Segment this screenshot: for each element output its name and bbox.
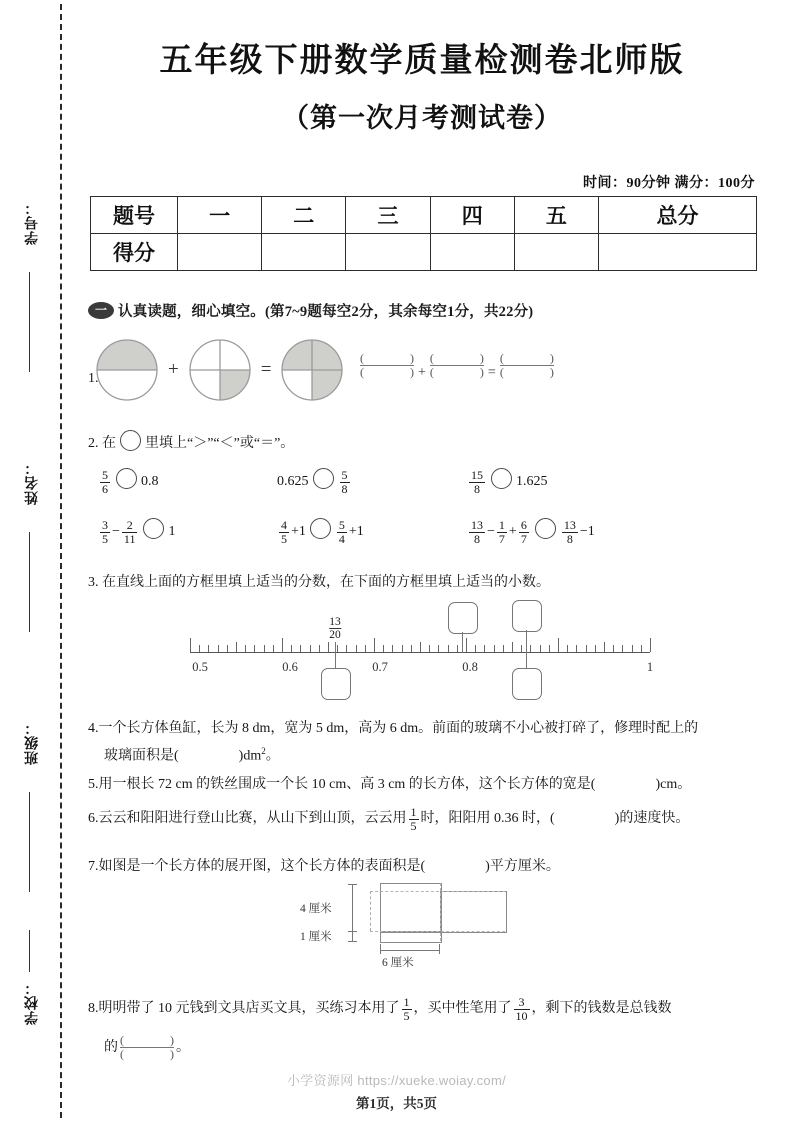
plus-one: +1: [291, 524, 306, 539]
score-cell-1[interactable]: [178, 234, 262, 271]
score-table: [90, 196, 757, 271]
score-cell-5[interactable]: [514, 234, 598, 271]
fraction: $\frac{1}{5}$: [403, 995, 410, 1023]
question-7-net-diagram: [300, 878, 550, 978]
plus-sign: +: [418, 365, 426, 380]
number-line-tick: [613, 645, 614, 652]
plus-sign: +: [168, 359, 179, 380]
number-line-tick: [245, 645, 246, 652]
score-table-col-3: 三: [346, 197, 430, 234]
number-line-tick: [328, 642, 329, 652]
number-line-tick: [484, 645, 485, 652]
score-table-col-4: 四: [430, 197, 514, 234]
question-2-row-2-item-1: [98, 518, 175, 545]
paren-open: (: [429, 351, 434, 365]
question-7: [88, 856, 560, 878]
section-heading-text: 认真读题，细心填空。(第7~9题每空2分，其余每空1分，共22分): [118, 304, 534, 320]
number-line-tick: [448, 645, 449, 652]
number-line-answer-box-above-1[interactable]: [448, 602, 478, 634]
plus-sign: +: [508, 524, 517, 539]
question-8-body-post: ，剩下的钱数是总钱数: [531, 1000, 672, 1016]
fraction: $\frac{15}{8}$: [471, 468, 483, 496]
question-5-number: 5.: [88, 777, 99, 792]
fraction: $\frac{1}{5}$: [410, 805, 417, 833]
number-line-tick: [254, 645, 255, 652]
question-2-number: 2.: [88, 436, 99, 451]
number-line-tick: [641, 645, 642, 652]
paren-open: (: [499, 351, 504, 365]
question-4-number: 4.: [88, 721, 99, 736]
question-2-row-2-item-2: [277, 518, 364, 545]
half-shaded-circle-icon: [95, 338, 159, 402]
decimal-value: 0.625: [277, 474, 309, 489]
question-1-answer-blanks[interactable]: [358, 352, 556, 381]
number-line-tick: [521, 645, 522, 652]
number-line-label-4: 1: [646, 660, 654, 674]
sidebar-rule-student-id: [29, 272, 30, 372]
number-line-tick: [429, 645, 430, 652]
paren-close: ): [410, 351, 414, 365]
number-line-tick: [356, 645, 357, 652]
number-line-answer-box-above-2[interactable]: [512, 600, 542, 632]
question-4-line-2: [104, 744, 280, 768]
question-8-line2-pre: 的: [104, 1040, 118, 1055]
number-line-tick: [540, 645, 541, 652]
fraction: $\frac{4}{5}$: [281, 518, 287, 546]
number-line-answer-box-below-1[interactable]: [321, 668, 351, 700]
number-line-fraction-label: $\frac{13}{20}$: [329, 616, 341, 641]
question-2-row-1-item-1: [98, 468, 159, 495]
question-3-number-line: [190, 598, 660, 710]
sidebar-item-label: 班级：: [23, 720, 39, 765]
score-table-col-1: 一: [178, 197, 262, 234]
number-line-tick: [604, 642, 605, 652]
dim-tick-left: [380, 944, 381, 954]
question-5-body-pre: 用一根长 72 cm 的铁丝围成一个长 10 cm、高 3 cm 的长方体，这个长方体的宽是(: [98, 777, 596, 792]
dim-tick-bottom: [348, 941, 357, 942]
question-8-number: 8.: [88, 1000, 99, 1016]
comparison-circle[interactable]: [143, 518, 164, 539]
sidebar-rule-name: [29, 532, 30, 632]
question-7-body-pre: 如图是一个长方体的展开图，这个长方体的表面积是(: [98, 859, 426, 874]
number-line-tick: [650, 638, 651, 652]
net-face-right: [440, 891, 507, 933]
page-title: 五年级下册数学质量检测卷北师版: [159, 43, 685, 79]
number-line-label-3: 0.8: [462, 660, 478, 674]
three-quarter-shaded-circle-icon: [280, 338, 344, 402]
number-line-tick: [300, 645, 301, 652]
net-label-height-main: 4 厘米: [300, 903, 332, 915]
question-8-line-2: [104, 1034, 190, 1060]
fraction: $\frac{13}{8}$: [471, 518, 483, 546]
number-line-axis: [190, 652, 650, 653]
question-4-line-1: [88, 718, 698, 740]
number-line-tick: [576, 645, 577, 652]
question-6-body-post: )的速度快。: [614, 810, 690, 826]
paren-open: (: [120, 1047, 124, 1061]
score-table-header-label: 题号: [91, 197, 178, 234]
question-1-diagram: [95, 338, 344, 410]
number-line-tick: [466, 638, 467, 652]
question-6: [88, 806, 689, 832]
net-fold-line-horizontal: [370, 891, 505, 892]
decimal-value: 1.625: [516, 474, 548, 489]
score-cell-2[interactable]: [262, 234, 346, 271]
dim-tick-top: [348, 884, 357, 885]
comparison-circle[interactable]: [116, 468, 137, 489]
paren-close: ): [410, 365, 414, 379]
number-line-tick: [622, 645, 623, 652]
score-cell-4[interactable]: [430, 234, 514, 271]
minus-sign: −: [112, 524, 120, 539]
question-7-number: 7.: [88, 859, 99, 874]
number-line-tick: [586, 645, 587, 652]
dim-guide-vertical: [352, 884, 353, 932]
answer-fraction-1[interactable]: [360, 352, 414, 378]
question-2-prompt-b: 里填上“＞”“＜”或“＝”。: [145, 436, 295, 451]
decimal-value: 0.8: [141, 474, 159, 489]
number-line-tick: [282, 638, 283, 652]
dim-guide-horizontal: [380, 950, 440, 951]
dim-guide-vertical-small: [352, 931, 353, 941]
question-8-body-mid: ，买中性笔用了: [413, 1000, 512, 1016]
sidebar-item-label: 学号：: [23, 200, 39, 245]
number-line-tick: [208, 645, 209, 652]
question-8-period: 。: [176, 1040, 190, 1055]
question-2-row-1-item-3: [467, 468, 548, 495]
net-face-bottom-strip: [380, 931, 442, 943]
fraction: $\frac{5}{6}$: [102, 468, 108, 496]
paren-open: (: [499, 365, 504, 379]
exam-meta-info: 时间：90分钟 满分：100分: [583, 176, 755, 191]
sidebar-dashed-divider: [60, 4, 62, 1118]
fraction: $\frac{3}{5}$: [102, 518, 108, 546]
dim-tick-right: [439, 944, 440, 954]
fraction: $\frac{2}{11}$: [123, 518, 136, 546]
number-line-tick: [512, 642, 513, 652]
question-2-row-2-item-3: [467, 518, 595, 545]
number-line-tick: [457, 645, 458, 652]
sidebar-rule-school: [29, 930, 30, 972]
number-line-tick: [567, 645, 568, 652]
number-line-tick: [374, 638, 375, 652]
question-3-text: [88, 572, 550, 594]
question-1-number: 1.: [88, 371, 99, 386]
question-4-blank-post: )dm: [238, 748, 262, 764]
score-cell-3[interactable]: [346, 234, 430, 271]
section-heading-one: [88, 300, 533, 321]
table-row: [91, 234, 757, 271]
paren-close: ): [479, 365, 484, 379]
number-line-tick: [420, 642, 421, 652]
number-line-tick: [365, 645, 366, 652]
net-label-width: 6 厘米: [382, 957, 414, 969]
number-line-label-0: 0.5: [192, 660, 208, 674]
paren-open: (: [429, 365, 434, 379]
fraction: $\frac{1}{7}$: [498, 518, 505, 546]
minus-sign: −: [487, 524, 495, 539]
number-line-tick: [273, 645, 274, 652]
comparison-circle[interactable]: [310, 518, 331, 539]
number-line-answer-box-below-2[interactable]: [512, 668, 542, 700]
fraction: $\frac{13}{8}$: [563, 518, 576, 546]
paren-close: ): [549, 365, 554, 379]
equals-sign: =: [487, 365, 496, 380]
number-line-tick: [632, 645, 633, 652]
value: 1: [168, 524, 176, 539]
number-line-label-1: 0.6: [282, 660, 298, 674]
number-line-tick: [494, 645, 495, 652]
question-2-prompt: [88, 430, 294, 455]
fraction: $\frac{5}{8}$: [341, 468, 348, 496]
number-line-tick: [218, 645, 219, 652]
question-5-body-post: )cm。: [655, 777, 692, 792]
minus-one: −1: [579, 524, 595, 539]
fraction: $\frac{6}{7}$: [520, 518, 527, 546]
number-line-tick: [558, 638, 559, 652]
plus-one: +1: [348, 524, 364, 539]
number-line-tick: [438, 645, 439, 652]
student-info-sidebar: [0, 0, 62, 1122]
score-cell-total[interactable]: [599, 234, 757, 271]
question-7-body-post: )平方厘米。: [485, 859, 560, 874]
number-line-tick: [595, 645, 596, 652]
question-2-row-1-item-2: [277, 468, 352, 495]
number-line-tick: [310, 645, 311, 652]
paren-open: (: [360, 351, 364, 365]
number-line-tick: [475, 645, 476, 652]
number-line-tick: [190, 638, 191, 652]
sidebar-item-name: [0, 460, 62, 510]
section-number-badge: 一: [88, 302, 114, 319]
number-line-tick: [346, 645, 347, 652]
answer-fraction-3[interactable]: [500, 352, 554, 378]
fraction: $\frac{5}{4}$: [338, 518, 345, 546]
page-subtitle: （第一次月考测试卷）: [282, 103, 562, 133]
question-8-line-1: [88, 996, 672, 1022]
sidebar-item-school: [0, 980, 62, 1030]
number-line-tick: [227, 645, 228, 652]
paren-close: ): [170, 1033, 174, 1047]
sidebar-item-class: [0, 720, 62, 770]
number-line-tick: [402, 645, 403, 652]
question-4-period: 。: [265, 748, 280, 764]
paren-close: ): [479, 351, 484, 365]
comparison-circle[interactable]: [120, 430, 141, 451]
question-5: [88, 774, 691, 796]
question-4-body: 一个长方体鱼缸，长为 8 dm，宽为 5 dm，高为 6 dm。前面的玻璃不小心被打碎了，修理时配上的: [98, 721, 699, 736]
number-line-stem-a: [335, 642, 336, 654]
number-line-stem-c2: [526, 653, 527, 668]
superscript-two: 2: [261, 746, 266, 756]
sidebar-item-label: 姓名：: [23, 460, 39, 505]
number-line-tick: [236, 642, 237, 652]
page-number: 第1页，共5页: [356, 1096, 437, 1111]
number-line-tick: [549, 645, 550, 652]
number-line-tick: [530, 645, 531, 652]
score-table-col-2: 二: [262, 197, 346, 234]
net-label-height-small: 1 厘米: [300, 931, 332, 943]
paren-close: ): [170, 1047, 174, 1061]
number-line-stem-a2: [335, 654, 336, 668]
quarter-shaded-circle-icon: [188, 338, 252, 402]
paren-close: ): [549, 351, 554, 365]
site-watermark: 小学资源网 https://xueke.woiay.com/: [287, 1073, 506, 1088]
number-line-tick: [503, 645, 504, 652]
number-line-stem-c: [526, 630, 527, 653]
paren-open: (: [120, 1033, 124, 1047]
number-line-label-2: 0.7: [372, 660, 388, 674]
question-6-number: 6.: [88, 810, 99, 826]
number-line-tick: [392, 645, 393, 652]
number-line-tick: [319, 645, 320, 652]
number-line-tick: [337, 645, 338, 652]
question-3-number: 3.: [88, 575, 99, 590]
net-fold-line-left: [370, 891, 441, 931]
sidebar-rule-class: [29, 792, 30, 892]
table-row: [91, 197, 757, 234]
number-line-tick: [291, 645, 292, 652]
comparison-circle[interactable]: [491, 468, 512, 489]
number-line-stem-b: [462, 632, 463, 653]
question-4-blank-pre: 玻璃面积是(: [104, 748, 179, 764]
sidebar-item-student-id: [0, 200, 62, 250]
question-8-body-pre: 明明带了 10 元钱到文具店买文具，买练习本用了: [98, 1000, 400, 1016]
question-3-body: 在直线上面的方框里填上适当的分数，在下面的方框里填上适当的小数。: [102, 575, 550, 590]
question-2-prompt-a: 在: [102, 436, 116, 451]
score-table-col-5: 五: [514, 197, 598, 234]
paren-open: (: [360, 365, 364, 379]
answer-fraction-2[interactable]: [430, 352, 484, 378]
sidebar-item-label: 学校：: [23, 980, 39, 1025]
number-line-tick: [199, 645, 200, 652]
score-table-col-total: 总分: [599, 197, 757, 234]
number-line-tick: [383, 645, 384, 652]
fraction: $\frac{3}{10}$: [515, 995, 528, 1023]
number-line-tick: [264, 645, 265, 652]
question-6-body-mid: 时，阳阳用 0.36 时，(: [420, 810, 555, 826]
net-fold-line-vertical: [440, 883, 441, 941]
equals-sign: =: [260, 359, 272, 380]
question-6-body-pre: 云云和阳阳进行登山比赛，从山下到山顶，云云用: [98, 810, 407, 826]
net-fold-line-horizontal-2: [370, 931, 505, 932]
number-line-tick: [411, 645, 412, 652]
answer-fraction-q8[interactable]: [120, 1034, 174, 1060]
comparison-circle[interactable]: [313, 468, 334, 489]
score-table-score-label: 得分: [91, 234, 178, 271]
comparison-circle[interactable]: [535, 518, 556, 539]
